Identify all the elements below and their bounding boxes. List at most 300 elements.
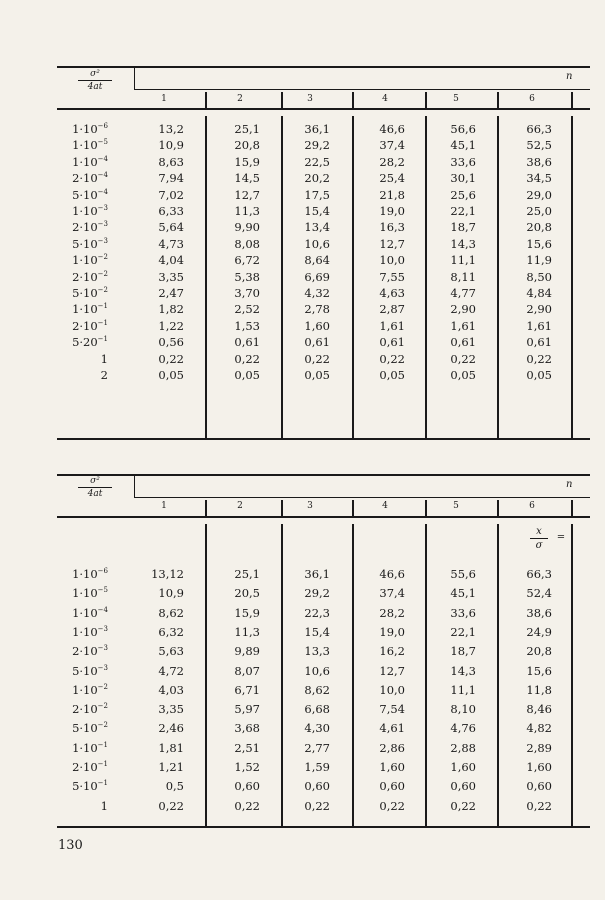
table-cell: 36,1 <box>304 567 330 581</box>
table-cell: 0,22 <box>304 351 330 366</box>
row-label <box>40 664 108 678</box>
column-divider <box>352 116 354 438</box>
row-label-base: 2·10 <box>72 269 98 284</box>
table-cell: 1,60 <box>450 760 476 774</box>
table-cell: 0,61 <box>450 335 476 350</box>
row-label-base: 5·20 <box>72 335 98 350</box>
table-cell: 0,5 <box>165 779 184 794</box>
table-cell: 12,7 <box>379 663 405 678</box>
table-cell: 4,73 <box>158 236 184 251</box>
table-cell: 15,4 <box>304 624 330 639</box>
table-cell: 0,60 <box>450 779 476 794</box>
row-label <box>40 644 108 658</box>
row-label <box>40 204 108 218</box>
row-label <box>40 286 108 300</box>
row-label <box>40 606 108 620</box>
row-label-base: 2·10 <box>72 171 98 186</box>
table-cell: 1,59 <box>304 760 330 774</box>
row-label <box>40 683 108 697</box>
table-cell: 2,47 <box>158 286 184 300</box>
table-cell: 33,6 <box>450 605 476 620</box>
table-cell: 14,3 <box>450 236 476 251</box>
row-label-exponent: −1 <box>97 760 108 768</box>
table-cell: 1,81 <box>158 740 184 755</box>
table-cell: 25,1 <box>234 122 260 136</box>
row-label-exponent: −2 <box>97 253 108 262</box>
table-cell: 13,3 <box>304 644 330 659</box>
row-label-exponent: −4 <box>97 171 108 180</box>
table-cell: 1,61 <box>450 318 476 333</box>
table-cell: 3,70 <box>234 286 260 300</box>
table-cell: 10,6 <box>304 236 330 251</box>
table-cell: 19,0 <box>379 204 405 218</box>
table-cell: 25,6 <box>450 187 476 202</box>
row-label <box>40 220 108 234</box>
table-cell: 52,4 <box>526 586 552 601</box>
column-divider <box>205 116 207 438</box>
row-label-exponent: −5 <box>97 138 108 147</box>
row-label <box>40 188 108 202</box>
table-cell: 25,4 <box>379 171 405 186</box>
table-cell: 0,05 <box>158 368 184 382</box>
row-label-base: 1·10 <box>72 204 98 218</box>
table-cell: 4,76 <box>450 721 476 736</box>
table-cell: 2,90 <box>450 302 476 317</box>
table-cell: 1,60 <box>304 318 330 333</box>
table-cell: 1,52 <box>234 760 260 774</box>
row-label-base: 1·10 <box>72 567 98 581</box>
table-cell: 36,1 <box>304 122 330 136</box>
table-cell: 15,9 <box>234 605 260 620</box>
table-cell: 4,63 <box>379 286 405 300</box>
row-label-exponent: −6 <box>97 122 108 130</box>
table-cell: 34,5 <box>526 171 552 186</box>
table-cell: 0,22 <box>158 798 184 813</box>
row-label-base: 1·10 <box>72 740 98 755</box>
header-divider <box>205 500 207 516</box>
column-header: 1 <box>161 501 167 511</box>
row-label-base: 2·10 <box>72 760 98 774</box>
table-top-rule <box>57 66 590 68</box>
row-label-base: 2·10 <box>72 644 98 659</box>
table-cell: 13,2 <box>158 122 184 136</box>
row-label-exponent: −3 <box>97 204 108 212</box>
table-cell: 1,22 <box>158 318 184 333</box>
table-cell: 11,8 <box>526 682 552 697</box>
table-cell: 18,7 <box>450 644 476 659</box>
n-span-rule <box>134 89 590 90</box>
header-bottom-rule <box>57 516 590 518</box>
table-cell: 1,21 <box>158 760 184 774</box>
table-cell: 0,05 <box>379 368 405 382</box>
row-label-exponent: −1 <box>97 335 108 344</box>
table-cell: 18,7 <box>450 220 476 235</box>
row-label-base: 2·10 <box>72 220 98 235</box>
table-cell: 0,22 <box>234 798 260 813</box>
column-divider <box>497 524 499 826</box>
table-cell: 45,1 <box>450 586 476 601</box>
header-divider <box>497 92 499 108</box>
row-label-base: 5·10 <box>72 663 98 678</box>
table-cell: 5,38 <box>234 269 260 284</box>
row-label-base: 1·10 <box>72 154 98 169</box>
fraction-bar <box>530 538 548 539</box>
column-divider <box>571 524 573 826</box>
table-cell: 11,9 <box>526 253 552 268</box>
row-label-base: 1·10 <box>72 253 98 268</box>
column-header: 1 <box>161 94 167 104</box>
table-cell: 8,64 <box>304 253 330 268</box>
header-divider <box>571 500 573 516</box>
row-label-base: 2 <box>100 368 108 382</box>
row-label <box>40 253 108 267</box>
table-cell: 11,1 <box>450 682 476 697</box>
row-label <box>40 760 108 774</box>
header-divider <box>497 500 499 516</box>
table-cell: 45,1 <box>450 138 476 153</box>
row-label-base: 5·10 <box>72 236 98 251</box>
table-cell: 15,6 <box>526 663 552 678</box>
table-cell: 0,22 <box>234 351 260 366</box>
row-label <box>40 302 108 316</box>
table-cell: 38,6 <box>526 605 552 620</box>
table-cell: 2,77 <box>304 740 330 755</box>
table-cell: 7,02 <box>158 187 184 202</box>
row-label-base: 1 <box>100 798 108 813</box>
table-cell: 16,3 <box>379 220 405 235</box>
table-cell: 0,05 <box>304 368 330 382</box>
table-cell: 2,88 <box>450 740 476 755</box>
row-label-exponent: −1 <box>97 302 108 311</box>
row-label-exponent: −4 <box>97 187 108 196</box>
table-cell: 28,2 <box>379 605 405 620</box>
header-divider <box>352 92 354 108</box>
table-cell: 20,8 <box>526 220 552 235</box>
row-label <box>40 270 108 284</box>
table-cell: 14,5 <box>234 171 260 186</box>
row-label-exponent: −6 <box>97 567 108 575</box>
table-cell: 24,9 <box>526 624 552 639</box>
table-cell: 8,10 <box>450 702 476 717</box>
table-cell: 0,22 <box>526 351 552 366</box>
row-label <box>40 319 108 333</box>
table-cell: 2,46 <box>158 721 184 736</box>
table-cell: 6,32 <box>158 624 184 639</box>
row-label-base: 5·10 <box>72 779 98 794</box>
table-cell: 16,2 <box>379 644 405 659</box>
table-cell: 0,22 <box>304 798 330 813</box>
table-cell: 0,60 <box>304 779 330 794</box>
row-label-exponent: −5 <box>97 586 108 595</box>
table-cell: 2,90 <box>526 302 552 317</box>
table-cell: 20,8 <box>526 644 552 659</box>
row-label-base: 1·10 <box>72 682 98 697</box>
row-label-exponent: −2 <box>97 721 108 730</box>
column-header: 5 <box>453 94 459 104</box>
row-label <box>40 171 108 185</box>
x-numerator: x <box>536 526 542 537</box>
table-cell: 1,82 <box>158 302 184 317</box>
row-label-base: 5·10 <box>72 286 98 300</box>
table-cell: 28,2 <box>379 154 405 169</box>
table-cell: 8,46 <box>526 702 552 717</box>
table-cell: 12,7 <box>234 187 260 202</box>
table-cell: 0,22 <box>379 798 405 813</box>
table-cell: 2,78 <box>304 302 330 317</box>
table-cell: 25,1 <box>234 567 260 581</box>
table-cell: 5,64 <box>158 220 184 235</box>
table-cell: 20,2 <box>304 171 330 186</box>
row-label-base: 2·10 <box>72 702 98 717</box>
table-cell: 3,35 <box>158 269 184 284</box>
table-cell: 4,30 <box>304 721 330 736</box>
param-denominator: 4at <box>87 82 103 92</box>
table-cell: 25,0 <box>526 204 552 218</box>
table-cell: 0,61 <box>234 335 260 350</box>
table-cell: 14,3 <box>450 663 476 678</box>
row-label <box>40 155 108 169</box>
column-divider <box>425 116 427 438</box>
column-header: 4 <box>382 94 388 104</box>
table-top-rule <box>57 474 590 476</box>
row-label <box>40 352 108 366</box>
table-cell: 0,61 <box>304 335 330 350</box>
column-divider <box>205 524 207 826</box>
table-cell: 2,86 <box>379 740 405 755</box>
table-cell: 3,35 <box>158 702 184 717</box>
row-label <box>40 237 108 251</box>
table-cell: 46,6 <box>379 122 405 136</box>
param-header <box>76 69 114 92</box>
column-header: 2 <box>237 501 243 511</box>
row-label <box>40 721 108 735</box>
table-cell: 8,11 <box>450 269 476 284</box>
table-cell: 0,22 <box>450 351 476 366</box>
row-label-base: 1·10 <box>72 624 98 639</box>
table-cell: 8,07 <box>234 663 260 678</box>
row-label-exponent: −3 <box>97 220 108 229</box>
table-cell: 6,68 <box>304 702 330 717</box>
row-label <box>40 586 108 600</box>
row-label <box>40 567 108 581</box>
fraction-bar <box>78 80 112 81</box>
row-label <box>40 335 108 349</box>
header-divider <box>352 500 354 516</box>
sigma-denominator: σ <box>535 540 543 551</box>
table-cell: 13,12 <box>151 567 184 581</box>
column-header: 6 <box>529 501 535 511</box>
table-cell: 11,1 <box>450 253 476 268</box>
table-cell: 22,1 <box>450 204 476 218</box>
table-cell: 10,0 <box>379 682 405 697</box>
table-cell: 0,61 <box>526 335 552 350</box>
row-label <box>40 799 108 813</box>
header-divider <box>205 92 207 108</box>
table-cell: 10,0 <box>379 253 405 268</box>
table-cell: 0,22 <box>526 798 552 813</box>
param-numerator: σ² <box>90 476 100 486</box>
table-cell: 10,9 <box>158 138 184 153</box>
table-cell: 66,3 <box>526 567 552 581</box>
fraction-bar <box>78 487 112 488</box>
table-cell: 29,2 <box>304 586 330 601</box>
table-cell: 3,68 <box>234 721 260 736</box>
table-cell: 15,9 <box>234 154 260 169</box>
row-label-base: 1·10 <box>72 605 98 620</box>
table-cell: 22,3 <box>304 605 330 620</box>
table-cell: 6,69 <box>304 269 330 284</box>
table-cell: 1,60 <box>379 760 405 774</box>
table-cell: 1,61 <box>379 318 405 333</box>
table-cell: 10,6 <box>304 663 330 678</box>
x-over-sigma <box>530 526 548 551</box>
n-span-bracket <box>134 68 135 90</box>
row-label <box>40 138 108 152</box>
row-label-exponent: −3 <box>97 236 108 245</box>
table-cell: 9,89 <box>234 644 260 659</box>
table-cell: 29,0 <box>526 187 552 202</box>
row-label <box>40 741 108 755</box>
table-cell: 0,60 <box>379 779 405 794</box>
row-label <box>40 368 108 382</box>
row-label-base: 5·10 <box>72 187 98 202</box>
row-label-base: 1·10 <box>72 138 98 153</box>
row-label <box>40 779 108 793</box>
table-cell: 21,8 <box>379 187 405 202</box>
table-cell: 13,4 <box>304 220 330 235</box>
header-bottom-rule <box>57 108 590 110</box>
table-cell: 7,94 <box>158 171 184 186</box>
row-label-exponent: −2 <box>97 682 108 691</box>
table-cell: 66,3 <box>526 122 552 136</box>
table-cell: 1,60 <box>526 760 552 774</box>
column-divider <box>571 116 573 438</box>
row-label <box>40 122 108 136</box>
n-label: n <box>566 71 573 82</box>
table-cell: 0,61 <box>379 335 405 350</box>
equals-sign: = <box>556 532 566 543</box>
row-label <box>40 625 108 639</box>
row-label-exponent: −3 <box>97 624 108 633</box>
table-cell: 6,71 <box>234 682 260 697</box>
table-cell: 22,1 <box>450 624 476 639</box>
table-cell: 46,6 <box>379 567 405 581</box>
table-cell: 37,4 <box>379 586 405 601</box>
row-label-base: 5·10 <box>72 721 98 736</box>
row-label-exponent: −3 <box>97 644 108 653</box>
row-label-base: 1·10 <box>72 302 98 317</box>
row-label-exponent: −4 <box>97 605 108 614</box>
table-cell: 4,77 <box>450 286 476 300</box>
header-divider <box>571 92 573 108</box>
table-cell: 4,84 <box>526 286 552 300</box>
table-cell: 8,62 <box>304 682 330 697</box>
row-label-exponent: −1 <box>97 740 108 749</box>
row-label <box>40 702 108 716</box>
header-divider <box>425 500 427 516</box>
table-cell: 0,60 <box>234 779 260 794</box>
table-cell: 5,97 <box>234 702 260 717</box>
table-cell: 8,08 <box>234 236 260 251</box>
column-divider <box>425 524 427 826</box>
column-header: 3 <box>307 501 313 511</box>
table-cell: 0,56 <box>158 335 184 350</box>
table-cell: 30,1 <box>450 171 476 186</box>
row-label-base: 1·10 <box>72 586 98 601</box>
table-cell: 4,72 <box>158 663 184 678</box>
header-divider <box>281 92 283 108</box>
table-cell: 4,61 <box>379 721 405 736</box>
table-cell: 37,4 <box>379 138 405 153</box>
row-label-exponent: −1 <box>97 779 108 788</box>
table-cell: 55,6 <box>450 567 476 581</box>
table-cell: 0,05 <box>450 368 476 382</box>
table-cell: 4,82 <box>526 721 552 736</box>
param-numerator: σ² <box>90 69 100 79</box>
table-cell: 8,50 <box>526 269 552 284</box>
table-cell: 8,62 <box>158 605 184 620</box>
table-bottom-rule <box>57 826 590 828</box>
table-cell: 8,63 <box>158 154 184 169</box>
table-cell: 33,6 <box>450 154 476 169</box>
column-header: 5 <box>453 501 459 511</box>
table-cell: 1,53 <box>234 318 260 333</box>
table-cell: 1,61 <box>526 318 552 333</box>
table-cell: 38,6 <box>526 154 552 169</box>
table-cell: 15,6 <box>526 236 552 251</box>
row-label-exponent: −2 <box>97 269 108 278</box>
table-cell: 17,5 <box>304 187 330 202</box>
row-label-exponent: −2 <box>97 702 108 711</box>
header-divider <box>425 92 427 108</box>
table-cell: 19,0 <box>379 624 405 639</box>
row-label-exponent: −2 <box>97 286 108 294</box>
table-cell: 2,89 <box>526 740 552 755</box>
table-cell: 6,33 <box>158 204 184 218</box>
table-cell: 7,54 <box>379 702 405 717</box>
table-cell: 4,03 <box>158 682 184 697</box>
n-span-rule <box>134 497 590 498</box>
page-number: 130 <box>58 838 83 853</box>
table-cell: 15,4 <box>304 204 330 218</box>
table-cell: 56,6 <box>450 122 476 136</box>
table-cell: 4,04 <box>158 253 184 268</box>
table-cell: 0,22 <box>158 351 184 366</box>
row-label-base: 1·10 <box>72 122 98 136</box>
table-cell: 12,7 <box>379 236 405 251</box>
header-divider <box>281 500 283 516</box>
table-cell: 0,22 <box>450 798 476 813</box>
param-denominator: 4at <box>87 489 103 499</box>
table-cell: 11,3 <box>234 624 260 639</box>
table-cell: 2,51 <box>234 740 260 755</box>
table-cell: 6,72 <box>234 253 260 268</box>
table-cell: 7,55 <box>379 269 405 284</box>
table-cell: 29,2 <box>304 138 330 153</box>
table-cell: 20,5 <box>234 586 260 601</box>
table-bottom-rule <box>57 438 590 440</box>
param-header <box>76 476 114 499</box>
column-header: 4 <box>382 501 388 511</box>
table-cell: 52,5 <box>526 138 552 153</box>
n-label: n <box>566 479 573 490</box>
table-cell: 11,3 <box>234 204 260 218</box>
table-cell: 0,05 <box>526 368 552 382</box>
table-cell: 0,22 <box>379 351 405 366</box>
column-header: 6 <box>529 94 535 104</box>
table-cell: 4,32 <box>304 286 330 300</box>
column-header: 2 <box>237 94 243 104</box>
